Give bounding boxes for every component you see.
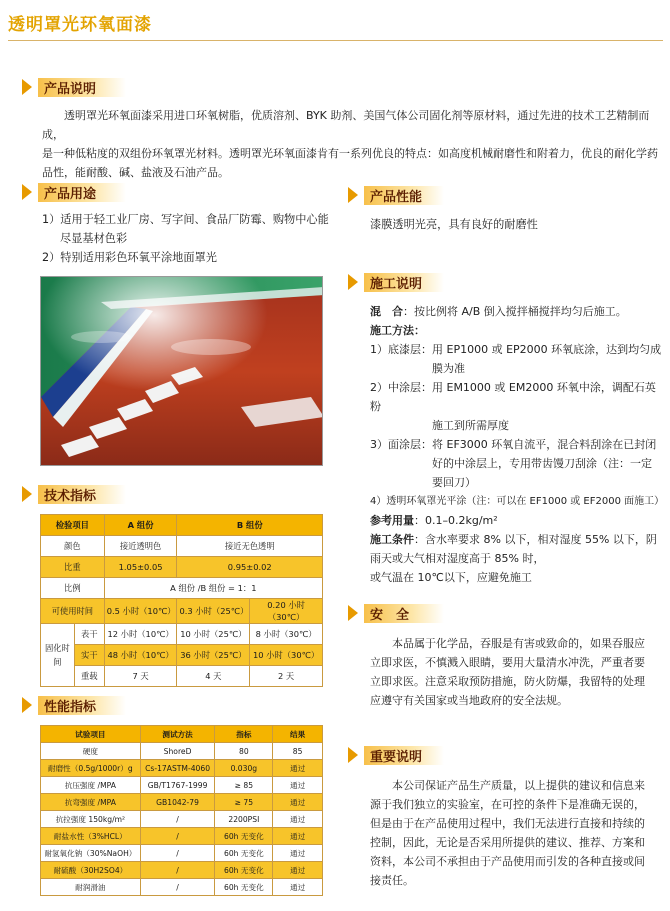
usage-item: 1）适用于轻工业厂房、写字间、食品厂防霉、购物中心能 <box>42 213 329 226</box>
construction-step: 1）底漆层：用 EP1000 或 EP2000 环氧底涂，达到均匀成 <box>370 343 662 356</box>
table-row: 抗压强度 /MPA GB/T1767-1999 ≥ 85 通过 <box>41 777 323 794</box>
section-heading-feature: 产品性能 <box>348 185 444 205</box>
arrow-icon <box>348 605 358 621</box>
table-row: 可使用时间 0.5 小时（10℃） 0.3 小时（25℃） 0.20 小时（30℃） <box>41 599 323 624</box>
table-row: 耐氢氧化钠（30%NaOH） / 60h 无变化 通过 <box>41 845 323 862</box>
table-row: 耐润滑油 / 60h 无变化 通过 <box>41 879 323 896</box>
section-heading-tech: 技术指标 <box>22 484 126 504</box>
construction-step: 2）中涂层：用 EM1000 或 EM2000 环氧中涂，调配石英粉 <box>370 381 656 413</box>
feature-text: 漆膜透明光亮，具有良好的耐磨性 <box>370 218 538 231</box>
performance-table <box>40 725 323 896</box>
table-row: 耐硫酸（30H2SO4） / 60h 无变化 通过 <box>41 862 323 879</box>
table-row: 颜色 接近透明色 接近无色透明 <box>41 536 323 557</box>
floor-photo <box>40 276 323 466</box>
title-divider <box>8 40 663 41</box>
arrow-icon <box>348 747 358 763</box>
table-row: 耐磨性（0.5g/1000r）g Cs-17ASTM-4060 0.030g 通过 <box>41 760 323 777</box>
construction-step: 4）透明环氧罩光平涂（注：可以在 EF1000 或 EF2000 面施工） <box>370 496 665 507</box>
description-text: 透明罩光环氧面漆采用进口环氧树脂，优质溶剂、BYK 助剂、美国气体公司固化剂等原材料，通过先进的技术工艺精制而成， 是一种低粘度的双组份环氧罩光材料。透明罩光环氧面漆肯有一系列优良的特点：如高度机械耐磨性和附着力，优良的耐化学药 品性，能耐酸、碱、盐液及石油产品。 <box>42 109 658 179</box>
section-heading-usage: 产品用途 <box>22 182 126 202</box>
tech-spec-table <box>40 514 323 687</box>
section-heading-safety: 安 全 <box>348 603 444 623</box>
arrow-icon <box>348 187 358 203</box>
table-row: 硬度 ShoreD 80 85 <box>41 743 323 760</box>
table-row: 比重 1.05±0.05 0.95±0.02 <box>41 557 323 578</box>
arrow-icon <box>22 486 32 502</box>
section-heading-construction: 施工说明 <box>348 272 444 292</box>
usage-item: 2）特别适用彩色环氧平涂地面罩光 <box>42 251 217 264</box>
arrow-icon <box>22 697 32 713</box>
table-row: 抗弯强度 /MPA GB1042-79 ≥ 75 通过 <box>41 794 323 811</box>
notice-text: 本公司保证产品生产质量，以上提供的建议和信息来 源于我们独立的实验室，在可控的条件下是准确无误的， 但是由于在产品使用过程中，我们无法进行直接和持续的 控制，因此，无论是否采用所提供的建议、推荐、方案和 资料，本公司不承担由于产品使用而引发的各种直接或间 接责任。 <box>370 779 645 887</box>
usage-list <box>42 210 332 267</box>
arrow-icon <box>348 274 358 290</box>
table-row: 实干 48 小时（10℃） 36 小时（25℃） 10 小时（30℃） <box>41 645 323 666</box>
table-row: 固化时间 表干 12 小时（10℃） 10 小时（25℃） 8 小时（30℃） <box>41 624 323 645</box>
table-row: 耐盐水性（3%HCL） / 60h 无变化 通过 <box>41 828 323 845</box>
page-title: 透明罩光环氧面漆 <box>8 15 152 35</box>
usage-item: 尽显基材色彩 <box>60 232 128 245</box>
table-row: 比例 A 组份 /B 组份 = 1：1 <box>41 578 323 599</box>
arrow-icon <box>22 184 32 200</box>
section-heading-description: 产品说明 <box>22 77 126 97</box>
section-heading-notice: 重要说明 <box>348 745 444 765</box>
arrow-icon <box>22 79 32 95</box>
construction-step: 3）面涂层：将 EF3000 环氧自流平，混合料刮涂在已封闭 <box>370 438 657 451</box>
table-header-row: 试验项目 测试方法 指标 结果 <box>41 726 323 743</box>
table-row: 重载 7 天 4 天 2 天 <box>41 666 323 687</box>
construction-text: 混 合：按比例将 A/B 倒入搅拌桶搅拌均匀后施工。 施工方法： 1）底漆层：用 EP1000 或 EP2000 环氧底涂，达到均匀成 膜为准 2）中涂层：用 EM1000 或 EM2000 环氧中涂，调配石英粉 施工到所需厚度 3）面涂层：将 EF3000 环氧自流平，混合料刮涂在已封闭 好的中涂层上，专用带齿馒刀刮涂（注：一定 要回刀） 4）透明环氧罩光平涂（注：可以在 EF1000 或 EF2000 面施工） 参考用量：0.1–0.2kg/m² 施工条件：含水率要求 8% 以下，相对湿度 55% 以下，阴 雨天或大气相对湿度高于 85% 时， 或气温在 10℃以下，应避免施工 <box>370 305 665 584</box>
floor-photo-drawing <box>41 277 323 466</box>
safety-text: 本品属于化学品，吞服是有害或致命的，如果吞服应 立即求医，不慎溅入眼睛，要用大量清水冲洗，严重者要 立即求医。注意采取预防措施，防火防爆，我留特的处理 应遵守有关国家或当地政府的安全法规。 <box>370 637 645 707</box>
table-row: 抗拉强度 150kg/m² / 2200PSI 通过 <box>41 811 323 828</box>
table-header-row: 检验项目 A 组份 B 组份 <box>41 515 323 536</box>
section-heading-performance: 性能指标 <box>22 695 126 715</box>
